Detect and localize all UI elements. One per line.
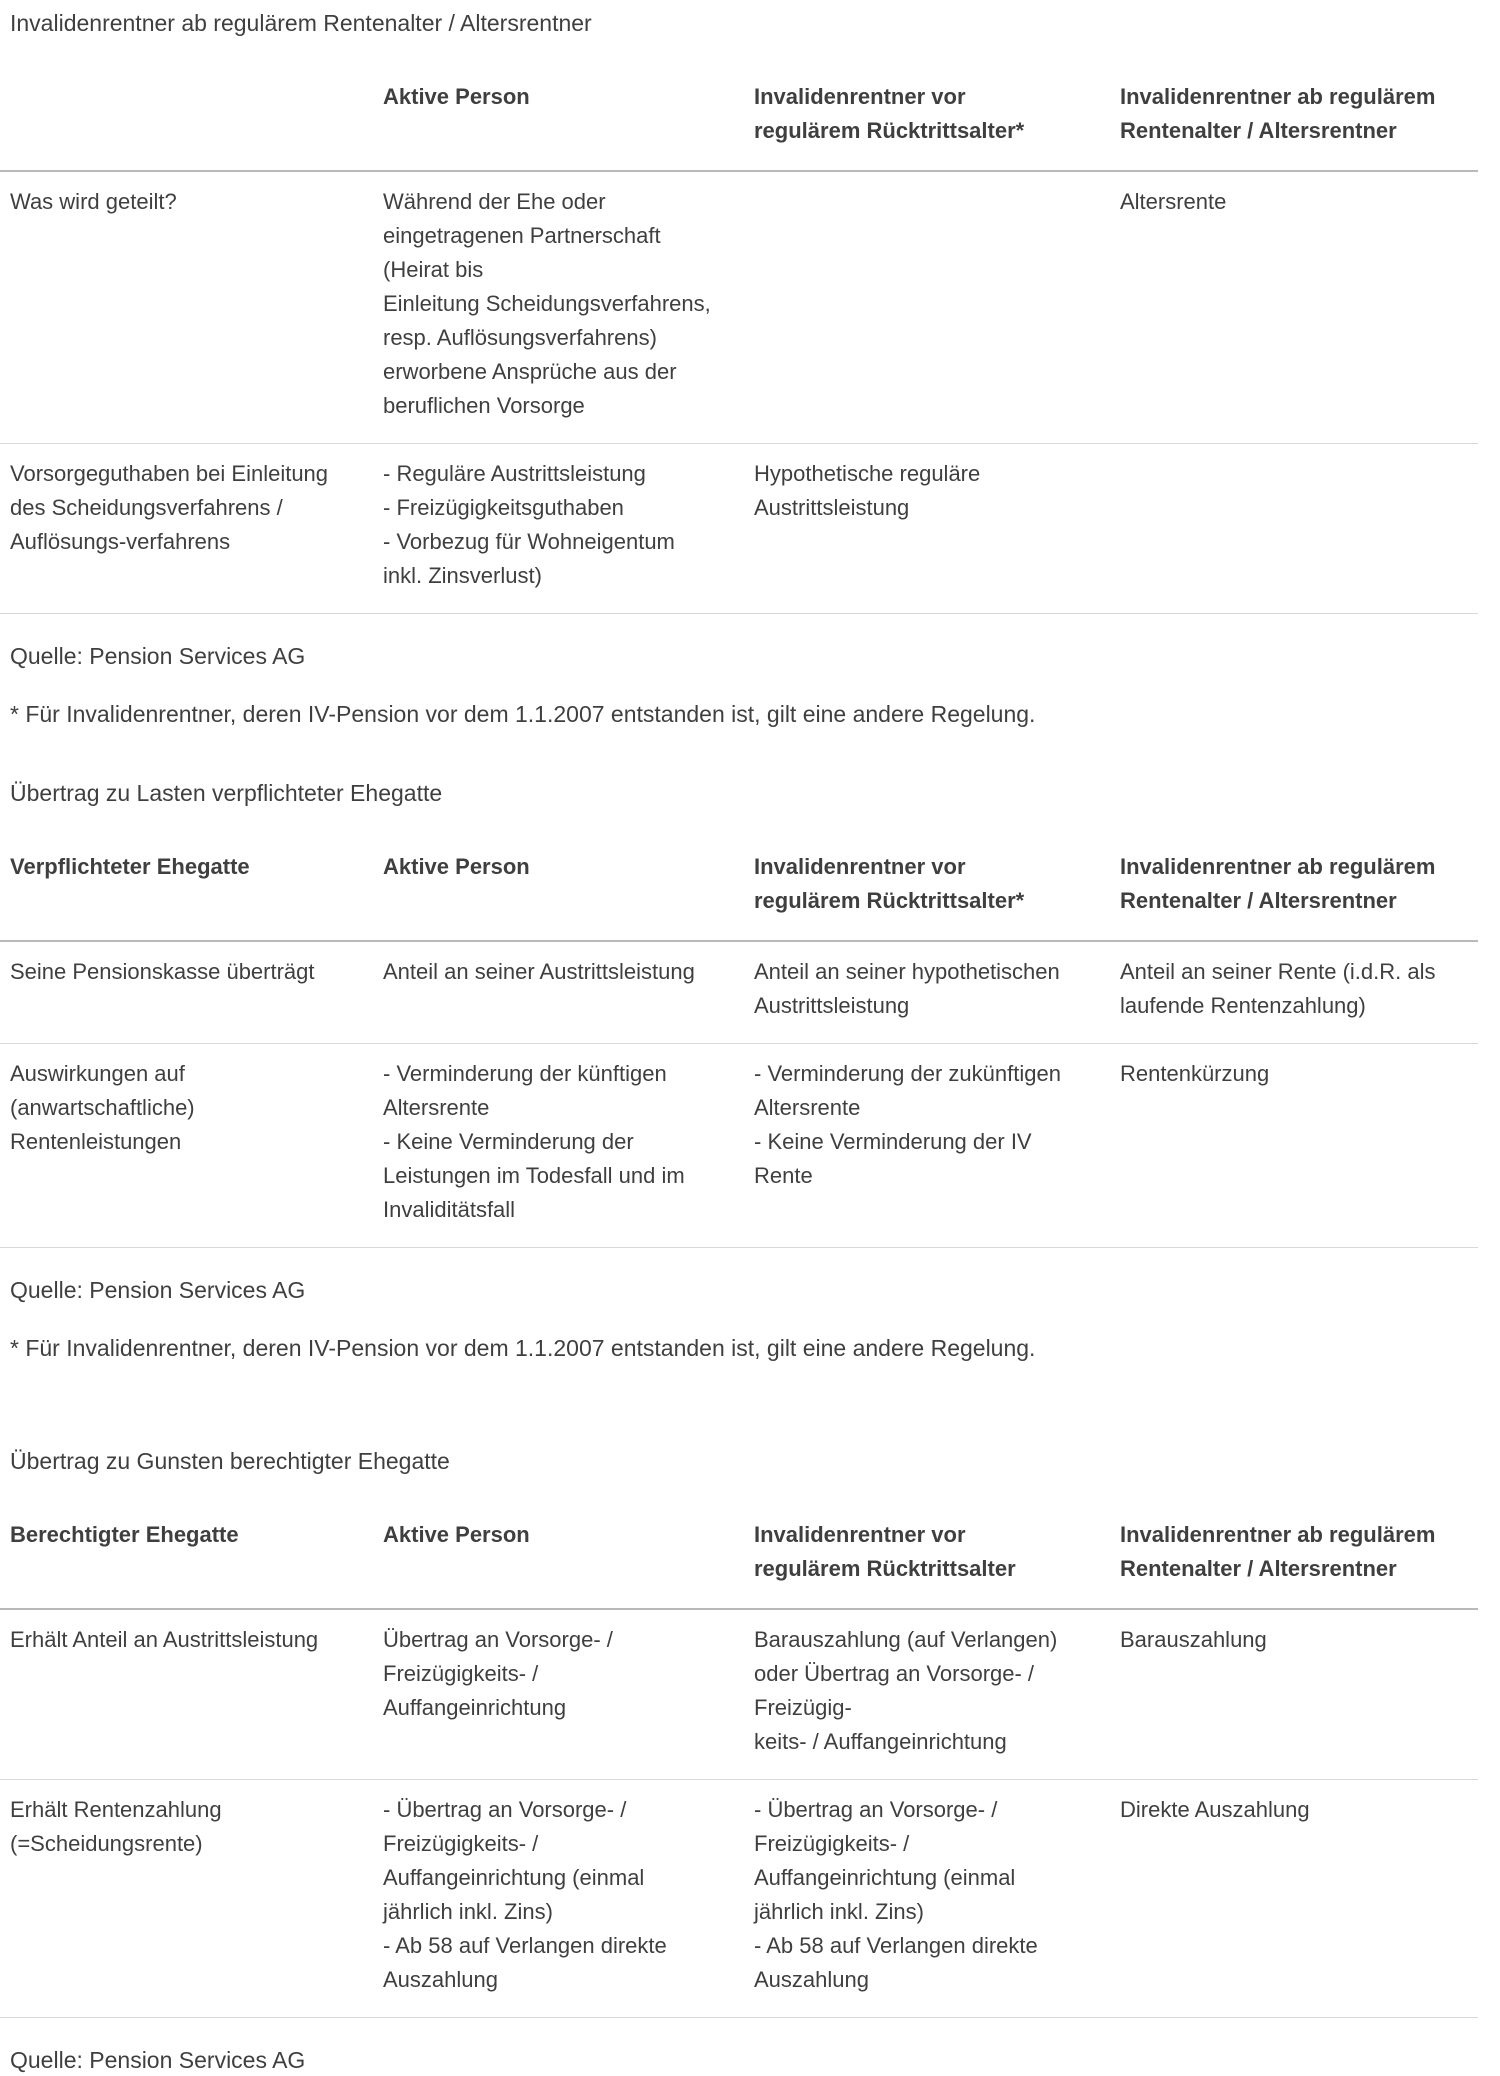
table-cell: Seine Pensionskasse überträgt [0, 941, 373, 1044]
table-cell: Barauszahlung [1110, 1609, 1478, 1780]
table-row [0, 1609, 1478, 1780]
spacer [0, 1248, 1500, 1274]
table-cell: Auswirkungen auf (anwartschaftliche) Rentenleistungen [0, 1044, 373, 1248]
table-cell: Erhält Rentenzahlung (=Scheidungsrente) [0, 1780, 373, 2018]
spacer [0, 1364, 1500, 1438]
table-cell [744, 171, 1110, 444]
col-header-2: Aktive Person [373, 1502, 744, 1609]
col-header-1: Verpflichteter Ehegatte [0, 834, 373, 941]
table-cell: Anteil an seiner Austrittsleistung [373, 941, 744, 1044]
spacer [0, 2018, 1500, 2044]
spacer [0, 38, 1500, 64]
table-cell: - Verminderung der zukünftigen Altersrente - Keine Verminderung der IV Rente [744, 1044, 1110, 1248]
spacer [0, 1476, 1500, 1502]
table-header-row [0, 834, 1478, 941]
section-1-footnote: * Für Invalidenrentner, deren IV-Pension vor dem 1.1.2007 entstanden ist, gilt eine andere Regelung. [10, 701, 1036, 727]
table-invalidenrentner-ab-rentenalter [0, 64, 1478, 614]
table-cell: Vorsorgeguthaben bei Einleitung des Scheidungsverfahrens / Auflösungs-verfahrens [0, 444, 373, 614]
table-header-row [0, 1502, 1478, 1609]
table-cell: Direkte Auszahlung [1110, 1780, 1478, 2018]
table-cell: Während der Ehe oder eingetragenen Partnerschaft (Heirat bis Einleitung Scheidungsverfahrens, resp. Auflösungsverfahrens) erworbene Ansprüche aus der beruflichen Vorsorge [373, 171, 744, 444]
table-cell: Erhält Anteil an Austrittsleistung [0, 1609, 373, 1780]
table-cell: Barauszahlung (auf Verlangen) oder Übertrag an Vorsorge- / Freizügig- keits- / Auffangeinrichtung [744, 1609, 1110, 1780]
table-header [0, 64, 1478, 171]
section-2-source: Quelle: Pension Services AG [10, 1277, 306, 1303]
table-cell: Hypothetische reguläre Austrittsleistung [744, 444, 1110, 614]
table-cell: Übertrag an Vorsorge- / Freizügigkeits- / Auffangeinrichtung [373, 1609, 744, 1780]
table-uebertrag-zu-lasten-verpflichteter-ehegatte [0, 834, 1478, 1248]
col-header-1: Berechtigter Ehegatte [0, 1502, 373, 1609]
table-cell: Rentenkürzung [1110, 1044, 1478, 1248]
table-row [0, 444, 1478, 614]
table-cell: - Übertrag an Vorsorge- / Freizügigkeits- / Auffangeinrichtung (einmal jährlich inkl. Zins) - Ab 58 auf Verlangen direkte Auszahlung [373, 1780, 744, 2018]
table-cell: Anteil an seiner Rente (i.d.R. als laufende Rentenzahlung) [1110, 941, 1478, 1044]
spacer [0, 808, 1500, 834]
table-cell: Anteil an seiner hypothetischen Austrittsleistung [744, 941, 1110, 1044]
spacer [0, 614, 1500, 640]
section-3-title: Übertrag zu Gunsten berechtigter Ehegatte [10, 1448, 450, 1474]
table-uebertrag-zu-gunsten-berechtigter-ehegatte [0, 1502, 1478, 2018]
col-header-4: Invalidenrentner ab regulärem Rentenalter / Altersrentner [1110, 1502, 1478, 1609]
table-body [0, 941, 1478, 1248]
table-cell: Was wird geteilt? [0, 171, 373, 444]
table-cell: - Reguläre Austrittsleistung - Freizügigkeitsguthaben - Vorbezug für Wohneigentum inkl. Zinsverlust) [373, 444, 744, 614]
table-header-row [0, 64, 1478, 171]
col-header-3: Invalidenrentner vor regulärem Rücktrittsalter* [744, 834, 1110, 941]
table-header [0, 1502, 1478, 1609]
section-1-source: Quelle: Pension Services AG [10, 643, 306, 669]
table-header [0, 834, 1478, 941]
col-header-1 [0, 64, 373, 171]
section-2-title: Übertrag zu Lasten verpflichteter Ehegatte [10, 780, 443, 806]
table-cell: - Verminderung der künftigen Altersrente - Keine Verminderung der Leistungen im Todesfall und im Invaliditätsfall [373, 1044, 744, 1248]
table-body [0, 171, 1478, 614]
spacer [0, 672, 1500, 698]
col-header-3: Invalidenrentner vor regulärem Rücktrittsalter* [744, 64, 1110, 171]
section-2-footnote: * Für Invalidenrentner, deren IV-Pension vor dem 1.1.2007 entstanden ist, gilt eine andere Regelung. [10, 1335, 1036, 1361]
table-row [0, 941, 1478, 1044]
table-body [0, 1609, 1478, 2018]
col-header-4: Invalidenrentner ab regulärem Rentenalter / Altersrentner [1110, 64, 1478, 171]
col-header-3: Invalidenrentner vor regulärem Rücktrittsalter [744, 1502, 1110, 1609]
col-header-4: Invalidenrentner ab regulärem Rentenalter / Altersrentner [1110, 834, 1478, 941]
table-row [0, 1780, 1478, 2018]
col-header-2: Aktive Person [373, 834, 744, 941]
section-3-source: Quelle: Pension Services AG [10, 2047, 306, 2073]
table-cell: - Übertrag an Vorsorge- / Freizügigkeits- / Auffangeinrichtung (einmal jährlich inkl. Zins) - Ab 58 auf Verlangen direkte Auszahlung [744, 1780, 1110, 2018]
spacer [0, 730, 1500, 770]
table-row [0, 1044, 1478, 1248]
table-cell: Altersrente [1110, 171, 1478, 444]
spacer [0, 1306, 1500, 1332]
table-row [0, 171, 1478, 444]
col-header-2: Aktive Person [373, 64, 744, 171]
table-cell [1110, 444, 1478, 614]
section-1-title: Invalidenrentner ab regulärem Rentenalter / Altersrentner [10, 10, 592, 36]
